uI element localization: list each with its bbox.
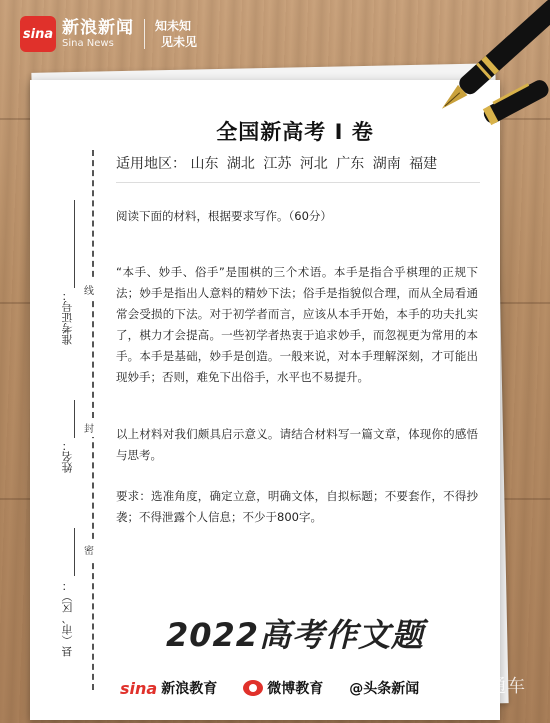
region-item: 福建: [409, 156, 438, 172]
binding-char-mi: 密: [84, 540, 94, 559]
region-item: 山东: [190, 156, 219, 172]
requirements-paragraph: 要求：选准角度，确定立意，明确文体，自拟标题；不要套作，不得抄袭；不得泄露个人信息；不少于800字。: [116, 489, 478, 524]
instruction-paragraph: 阅读下面的材料，根据要求写作。（60分）: [116, 209, 332, 223]
name-label: 姓名：: [61, 440, 74, 473]
footer-toutiao-label: @头条新闻: [349, 681, 420, 697]
material-paragraph: “本手、妙手、俗手”是围棋的三个术语。本手是指合乎棋理的正规下法；妙手是指出人意料的精妙下法；俗手是指貌似合理，而从全局看通常会受损的下法。对于初学者而言，应该从本手开始，本手的功夫扎实了，棋力才会提高。一些初学者热衷于追求妙手，而忽视更为常用的本手。本手是基础，妙手是创造。一般来说，对本手理解深刻，才可能出现妙手；否则，难免下出俗手，水平也不易提升。: [116, 265, 478, 384]
region-item: 江苏: [263, 156, 292, 172]
county-line: [74, 528, 75, 576]
prompt-paragraph: 以上材料对我们颇具启示意义。请结合材料写一篇文章，体现你的感悟与思考。: [116, 427, 478, 462]
header-divider: [116, 182, 480, 183]
sina-logo-icon: sina: [20, 16, 56, 52]
banner-title: 2022高考作文题: [165, 616, 425, 654]
footer-sina-edu-label: 新浪教育: [161, 681, 218, 697]
exam-number-label: 准考证号：: [61, 290, 74, 345]
brand-name-en: Sina News: [62, 37, 114, 49]
footer-toutiao: [349, 678, 419, 698]
brand-name-cn: 新浪新闻: [62, 18, 134, 39]
applicable-regions: [116, 153, 441, 173]
slogan-line-2: 见未见: [161, 35, 198, 49]
brand-divider: [144, 19, 145, 49]
sina-logo-icon: sina: [120, 678, 158, 698]
weibo-logo-icon: [243, 680, 263, 696]
footer-sina-edu: [120, 678, 217, 698]
county-label: 县（市、区）：: [61, 580, 74, 657]
exam-number-line: [74, 200, 75, 288]
region-item: 湖南: [372, 156, 401, 172]
footer-weibo-edu-label: 微博教育: [267, 681, 324, 697]
binding-char-xian: 线: [84, 280, 94, 299]
slogan-line-1: 知未知: [155, 18, 192, 33]
region-item: 广东: [336, 156, 365, 172]
brand-header: [20, 16, 197, 52]
name-line: [74, 400, 75, 438]
exam-paper: [30, 80, 500, 720]
binding-char-feng: 封: [84, 418, 94, 437]
region-item: 湖北: [226, 156, 255, 172]
region-label: 适用地区：: [116, 156, 186, 172]
brand-slogan: [155, 18, 197, 50]
region-list: [190, 156, 441, 172]
brand-name: [62, 19, 134, 49]
exam-title: 全国新高考 I 卷: [216, 120, 374, 144]
footer-weibo-edu: [243, 678, 323, 698]
region-item: 河北: [299, 156, 328, 172]
pen-cap-icon: [478, 72, 550, 136]
watermark-text: 高考直通车: [431, 676, 526, 697]
footer-logos: [120, 678, 445, 698]
